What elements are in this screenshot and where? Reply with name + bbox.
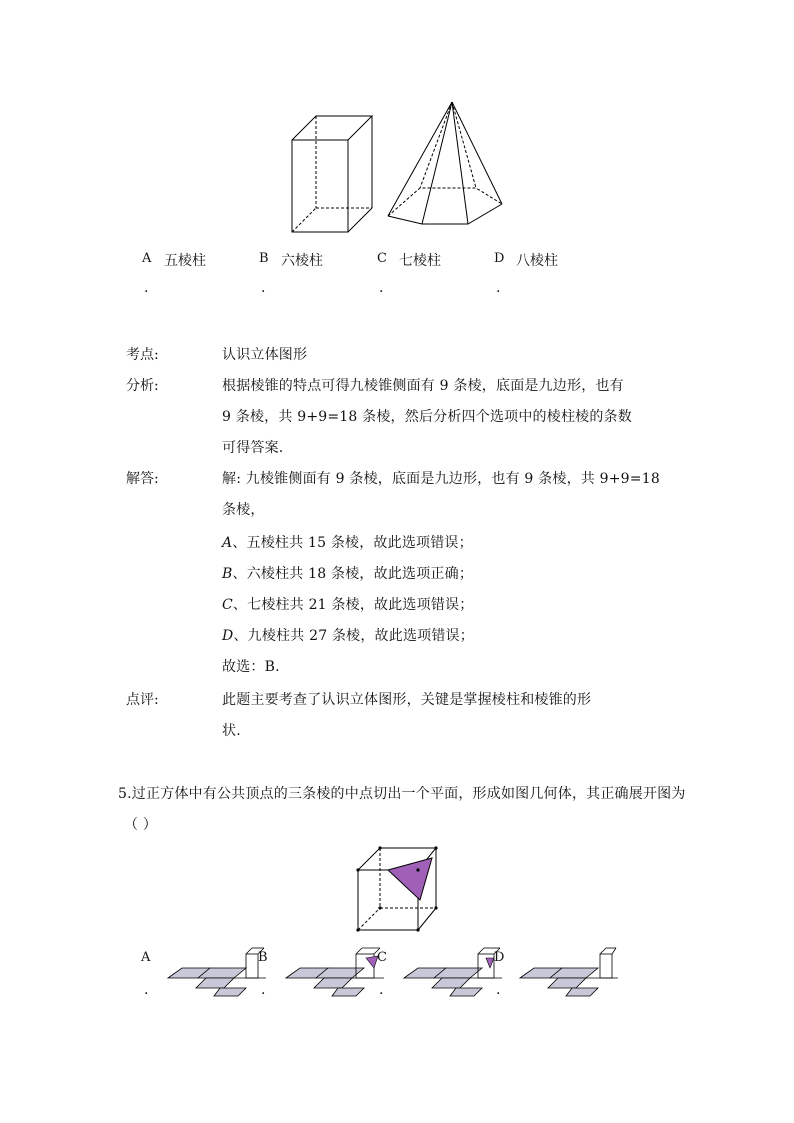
option-letter: B [259, 251, 269, 266]
net-option-b [280, 946, 388, 998]
question5-line2: （ ） [124, 817, 158, 833]
option-text: 五棱柱 [164, 253, 206, 269]
kaodian-label: 考点: [126, 347, 159, 363]
fenxi-line: 根据棱锥的特点可得九棱锥侧面有 9 条棱，底面是九边形，也有 [222, 378, 624, 394]
item-text: 、五棱柱共 15 条棱，故此选项错误； [232, 535, 473, 551]
item-letter: A [222, 535, 233, 551]
pyramid-figure [384, 98, 506, 228]
option-letter: C [377, 251, 387, 266]
prism-figure [286, 112, 376, 236]
question5-line1: 5.过正方体中有公共顶点的三条棱的中点切出一个平面，形成如图几何体，其正确展开图为 [118, 786, 686, 802]
q5-option-letter-c: C [377, 950, 387, 965]
item-text: 、六棱柱共 18 条棱，故此选项正确； [232, 566, 474, 582]
fenxi-line: 9 条棱，共 9+9=18 条棱，然后分析四个选项中的棱柱棱的条数 [222, 409, 632, 425]
option-letter: D [494, 251, 505, 266]
q5-option-letter-b: B [258, 950, 268, 965]
item-text: 、七棱柱共 21 条棱，故此选项错误； [232, 597, 474, 613]
q5-option-dot-b: . [261, 982, 266, 998]
option-letter: A [142, 251, 152, 266]
net-option-d [514, 946, 622, 998]
option-dot: . [144, 280, 149, 296]
q5-option-dot-a: . [144, 982, 149, 998]
item-letter: B [222, 566, 233, 582]
option-text: 七棱柱 [399, 253, 441, 269]
jieda-line: 解: 九棱锥侧面有 9 条棱，底面是九边形，也有 9 条棱，共 9+9=18 [222, 471, 660, 487]
q5-option-dot-d: . [496, 982, 501, 998]
option-dot: . [496, 280, 501, 296]
fenxi-label: 分析: [126, 378, 159, 394]
fenxi-line: 可得答案. [222, 440, 284, 456]
option-dot: . [379, 280, 384, 296]
option-text: 八棱柱 [516, 253, 558, 269]
item-letter: C [222, 597, 233, 613]
jieda-item-b [222, 563, 473, 583]
jieda-item-c [222, 594, 473, 614]
kaodian-text: 认识立体图形 [222, 347, 308, 363]
dianping-line: 此题主要考查了认识立体图形，关键是掌握棱柱和棱锥的形 [222, 692, 592, 708]
dianping-label: 点评: [126, 692, 159, 708]
item-text: 、九棱柱共 27 条棱，故此选项错误； [233, 628, 474, 644]
jieda-conclusion: 故选：B. [222, 659, 280, 675]
net-option-c [398, 946, 506, 998]
jieda-line: 条棱， [222, 502, 265, 518]
q5-option-letter-a: A [141, 950, 151, 965]
q5-option-letter-d: D [494, 950, 505, 965]
jieda-item-a [222, 532, 473, 552]
net-option-a [162, 946, 270, 998]
cut-cube-figure [352, 844, 446, 936]
jieda-label: 解答: [126, 471, 159, 487]
item-letter: D [222, 628, 234, 644]
option-dot: . [261, 280, 266, 296]
dianping-line: 状. [222, 723, 241, 739]
option-text: 六棱柱 [281, 253, 323, 269]
q5-option-dot-c: . [379, 982, 384, 998]
jieda-item-d [222, 625, 474, 645]
